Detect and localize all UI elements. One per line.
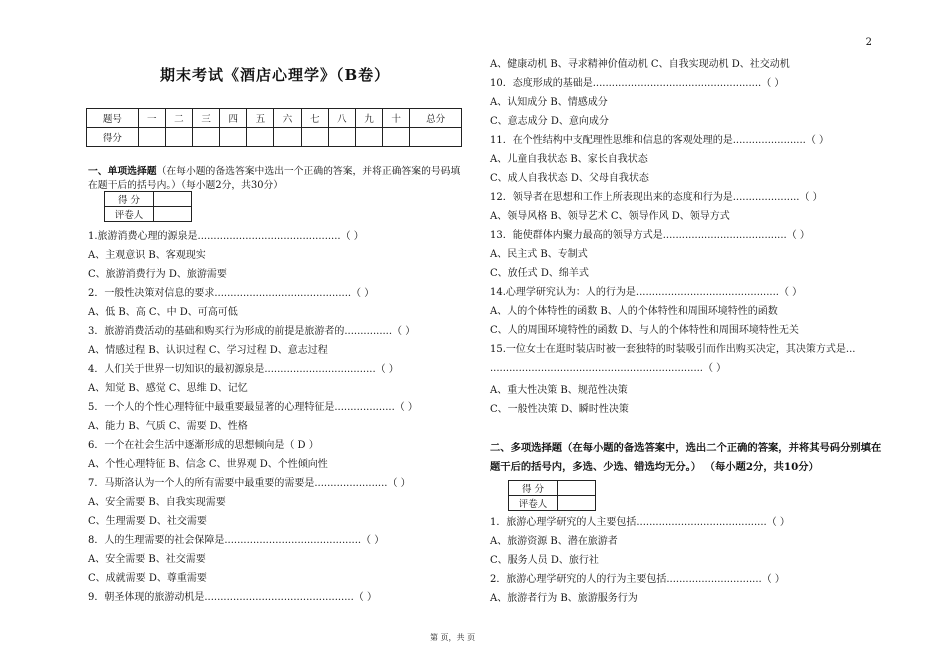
option-line: A、人的个体特性的函数 B、人的个体特性和周围环境特性的函数	[490, 306, 778, 317]
score-cell[interactable]	[328, 128, 355, 147]
score-header-cell: 七	[301, 109, 328, 128]
question-line: 11．在个性结构中支配理性思维和信息的客观处理的是.......................（ ）	[490, 135, 830, 146]
question-line: 7．马斯洛认为一个人的所有需要中最重要的需要是.......................（ ）	[88, 478, 411, 489]
question-line: 2．旅游心理学研究的人的行为主要包括..............................（ ）	[490, 574, 785, 585]
score-cell[interactable]	[274, 128, 301, 147]
section1-header	[88, 165, 468, 193]
score-header-cell: 五	[247, 109, 274, 128]
option-line: C、旅游消费行为 D、旅游需要	[88, 269, 227, 280]
option-line: A、民主式 B、专制式	[490, 249, 588, 260]
question-line: 10．态度形成的基础是.....................................................（ ）	[490, 78, 785, 89]
question-line: 3．旅游消费活动的基础和购买行为形成的前提是旅游者的...............（ ）	[88, 326, 416, 337]
score-cell[interactable]	[165, 128, 192, 147]
score-header-cell: 一	[138, 109, 165, 128]
grader-name-cell[interactable]	[154, 207, 192, 222]
score-header-cell: 总分	[410, 109, 462, 128]
option-line: A、知觉 B、感觉 C、思维 D、记忆	[88, 383, 248, 394]
score-header-cell: 二	[165, 109, 192, 128]
question-line: 1.旅游消费心理的源泉是.............................................（ ）	[88, 231, 364, 242]
grader-score-label: 得 分	[105, 192, 154, 207]
grader-name-label: 评卷人	[509, 496, 558, 511]
option-line: A、儿童自我状态 B、家长自我状态	[490, 154, 648, 165]
option-line: A、重大性决策 B、规范性决策	[490, 385, 628, 396]
score-cell[interactable]	[410, 128, 462, 147]
option-line: A、旅游者行为 B、旅游服务行为	[490, 593, 638, 604]
question-line: 6．一个在社会生活中逐渐形成的思想倾向是（ D ）	[88, 440, 319, 451]
page-footer: 第 页，共 页	[430, 633, 476, 642]
option-line: A、主观意识 B、客观现实	[88, 250, 206, 261]
grader-score-cell[interactable]	[154, 192, 192, 207]
option-line: C、放任式 D、绵羊式	[490, 268, 589, 279]
question-line: 1．旅游心理学研究的人主要包括.........................................（ ）	[490, 517, 790, 528]
question-line: 8．人的生理需要的社会保障是...........................................（ ）	[88, 535, 385, 546]
question-line: 13．能使群体内聚力最高的领导方式是.......................................（ ）	[490, 230, 810, 241]
score-table	[86, 108, 462, 147]
question-line: 15.一位女士在逛时装店时被一套独特的时装吸引而作出购买决定，其决策方式是...	[490, 344, 856, 355]
exam-title: 期末考试《酒店心理学》（B卷）	[160, 66, 391, 84]
score-cell[interactable]	[383, 128, 410, 147]
grader-score-cell[interactable]	[558, 481, 596, 496]
page-number: 2	[865, 37, 872, 48]
grader-name-label: 评卷人	[105, 207, 154, 222]
score-cell[interactable]	[193, 128, 220, 147]
section2-instruction: （在每小题的备选答案中，选出二个正确的答案，并将其号码分别填在题干后的括号内，多选、少选、错选均无分。） （每小题2分，共10分）	[490, 442, 882, 473]
option-line: C、成就需要 D、尊重需要	[88, 573, 207, 584]
score-header-cell: 八	[328, 109, 355, 128]
option-line: C、生理需要 D、社交需要	[88, 516, 207, 527]
option-line: A、领导风格 B、领导艺术 C、领导作风 D、领导方式	[490, 211, 730, 222]
score-header-cell: 四	[220, 109, 247, 128]
option-line: A、安全需要 B、自我实现需要	[88, 497, 226, 508]
question-line: 5．一个人的个性心理特征中最重要最显著的心理特征是...................（ ）	[88, 402, 418, 413]
score-header-cell: 九	[355, 109, 382, 128]
option-line: A、安全需要 B、社交需要	[88, 554, 206, 565]
grader-name-cell[interactable]	[558, 496, 596, 511]
option-line: A、能力 B、气质 C、需要 D、性格	[88, 421, 248, 432]
score-row-label: 得分	[87, 128, 139, 147]
question-line-cont: ...................................................................（ ）	[490, 363, 727, 374]
score-header-cell: 三	[193, 109, 220, 128]
option-line: C、人的周围环境特性的函数 D、与人的个体特性和周围环境特性无关	[490, 325, 799, 336]
section2-heading: 二、多项选择题	[490, 442, 563, 454]
option-line: A、健康动机 B、寻求精神价值动机 C、自我实现动机 D、社交动机	[490, 59, 790, 70]
question-line: 2．一般性决策对信息的要求...........................................（ ）	[88, 288, 375, 299]
grader-score-label: 得 分	[509, 481, 558, 496]
option-line: A、个性心理特征 B、信念 C、世界观 D、个性倾向性	[88, 459, 328, 470]
option-line: C、意志成分 D、意向成分	[490, 116, 609, 127]
section1-instruction: （在每小题的备选答案中选出一个正确的答案，并将正确答案的号码填在题干后的括号内。）（每小题2分，共30分）	[88, 166, 461, 191]
score-cell[interactable]	[220, 128, 247, 147]
option-line: C、一般性决策 D、瞬时性决策	[490, 404, 629, 415]
score-cell[interactable]	[301, 128, 328, 147]
grader-table-2	[508, 480, 596, 511]
section2-header	[490, 439, 882, 477]
grader-table-1	[104, 191, 192, 222]
question-line: 14.心理学研究认为：人的行为是.............................................（ ）	[490, 287, 803, 298]
section1-heading: 一、单项选择题	[88, 166, 157, 177]
score-header-cell: 题号	[87, 109, 139, 128]
score-header-cell: 六	[274, 109, 301, 128]
question-line: 9．朝圣体现的旅游动机是...............................................（ ）	[88, 592, 377, 603]
score-cell[interactable]	[355, 128, 382, 147]
option-line: A、情感过程 B、认识过程 C、学习过程 D、意志过程	[88, 345, 328, 356]
score-cell[interactable]	[247, 128, 274, 147]
option-line: A、旅游资源 B、潜在旅游者	[490, 536, 618, 547]
option-line: C、成人自我状态 D、父母自我状态	[490, 173, 649, 184]
option-line: A、认知成分 B、情感成分	[490, 97, 608, 108]
question-line: 12．领导者在思想和工作上所表现出来的态度和行为是.....................（ ）	[490, 192, 823, 203]
question-line: 4．人们关于世界一切知识的最初源泉是...................................（ ）	[88, 364, 399, 375]
option-line: C、服务人员 D、旅行社	[490, 555, 599, 566]
score-header-cell: 十	[383, 109, 410, 128]
score-cell[interactable]	[138, 128, 165, 147]
option-line: A、低 B、高 C、中 D、可高可低	[88, 307, 238, 318]
